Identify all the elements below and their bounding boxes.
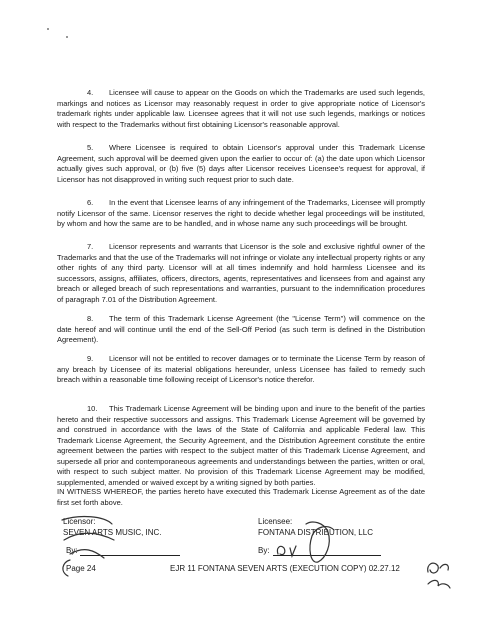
- document-identifier: EJR 11 FONTANA SEVEN ARTS (EXECUTION COPY) 02.27.12: [170, 564, 400, 573]
- paragraph-8: [57, 314, 425, 346]
- paragraph-number: 4.: [87, 88, 94, 97]
- licensee-name: FONTANA DISTRIBUTION, LLC: [258, 528, 373, 537]
- paragraph-9: [57, 354, 425, 386]
- paragraph-number: 5.: [87, 143, 94, 152]
- paragraph-text: The term of this Trademark License Agreement (the "License Term") will commence on the date hereof and will continue until the end of the Sell-Off Period (as such term is defined in the Distribution Agreement).: [57, 314, 425, 344]
- licensor-label: Licensor:: [63, 517, 96, 526]
- scan-speck: [47, 28, 49, 30]
- paragraph-7: [57, 242, 425, 305]
- footer-bracket: [58, 558, 74, 578]
- paragraph-10: [57, 404, 425, 488]
- licensor-by-label: By:: [66, 546, 78, 555]
- paragraph-number: 10.: [87, 404, 98, 413]
- paragraph-text: In the event that Licensee learns of any infringement of the Trademarks, Licensee will promptly notify Licensor of the same. Licensor reserves the right to decide whether legal proceedings will be instituted, by whom and how the same are to be handled, and in whose name any such proceedings will be brought.: [57, 198, 425, 228]
- licensor-signature: [60, 510, 120, 560]
- paragraph-number: 8.: [87, 314, 94, 323]
- licensor-name: SEVEN ARTS MUSIC, INC.: [63, 528, 162, 537]
- margin-initials: [424, 558, 454, 592]
- witness-clause: IN WITNESS WHEREOF, the parties hereto have executed this Trademark License Agreement as of the date first set forth above.: [57, 487, 425, 507]
- scan-speck: [66, 36, 68, 38]
- licensee-signature: [272, 518, 352, 568]
- paragraph-text: This Trademark License Agreement will be binding upon and inure to the benefit of the parties hereto and their respective successors and assigns. This Trademark License Agreement will be governed by and construed in accordance with the laws of the State of California and applicable Federal law. This Trademark License Agreement, the Security Agreement, and the Distribution Agreement constitute the entire agreement between the parties with respect to the subject matter of this Trademark License Agreement, and supersede all prior and contemporaneous agreements and understandings between the parties, written or oral, with respect to such subject matter. No provision of this Trademark License Agreement may be modified, supplemented, amended or waived except by a writing signed by both parties.: [57, 404, 425, 487]
- paragraph-text: Licensee will cause to appear on the Goods on which the Trademarks are used such legends, markings and notices as Licensor may reasonably request in order to give appropriate notice of Licensor's trademark rights under applicable law. Licensee agrees that it will not use such legends, markings or notices with respect to the Trademarks without first obtaining Licensor's reasonable approval.: [57, 88, 425, 129]
- licensee-label: Licensee:: [258, 517, 293, 526]
- licensee-by-label: By:: [258, 546, 270, 555]
- paragraph-6: [57, 198, 425, 230]
- paragraph-text: Licensor will not be entitled to recover damages or to terminate the License Term by reason of any breach by Licensee of its material obligations hereunder, unless Licensee has failed to remedy such breach within a reasonable time following receipt of Licensor's notice therefor.: [57, 354, 425, 384]
- paragraph-number: 7.: [87, 242, 94, 251]
- paragraph-number: 6.: [87, 198, 94, 207]
- paragraph-4: [57, 88, 425, 130]
- paragraph-5: [57, 143, 425, 185]
- paragraph-text: Where Licensee is required to obtain Licensor's approval under this Trademark License Agreement, such approval will be deemed given upon the earlier to occur of: (a) the date upon which Licensor actually gives such approval, or (b) five (5) days after Licensor receives Licensee's request for approval, if Licensor has not disapproved in writing such request prior to such date.: [57, 143, 425, 184]
- paragraph-text: Licensor represents and warrants that Licensor is the sole and exclusive rightful owner of the Trademarks and that the use of the Trademarks will not infringe or violate any intellectual property rights or any other rights of any third party. Licensor will at all times indemnify and hold harmless Licensee and its successors, assigns, affiliates, officers, directors, agents, representatives and licensees from and against any breach or alleged breach of such representations and warranties, pursuant to the indemnification procedures of paragraph 7.01 of the Distribution Agreement.: [57, 242, 425, 304]
- page-number: Page 24: [66, 564, 96, 573]
- paragraph-number: 9.: [87, 354, 94, 363]
